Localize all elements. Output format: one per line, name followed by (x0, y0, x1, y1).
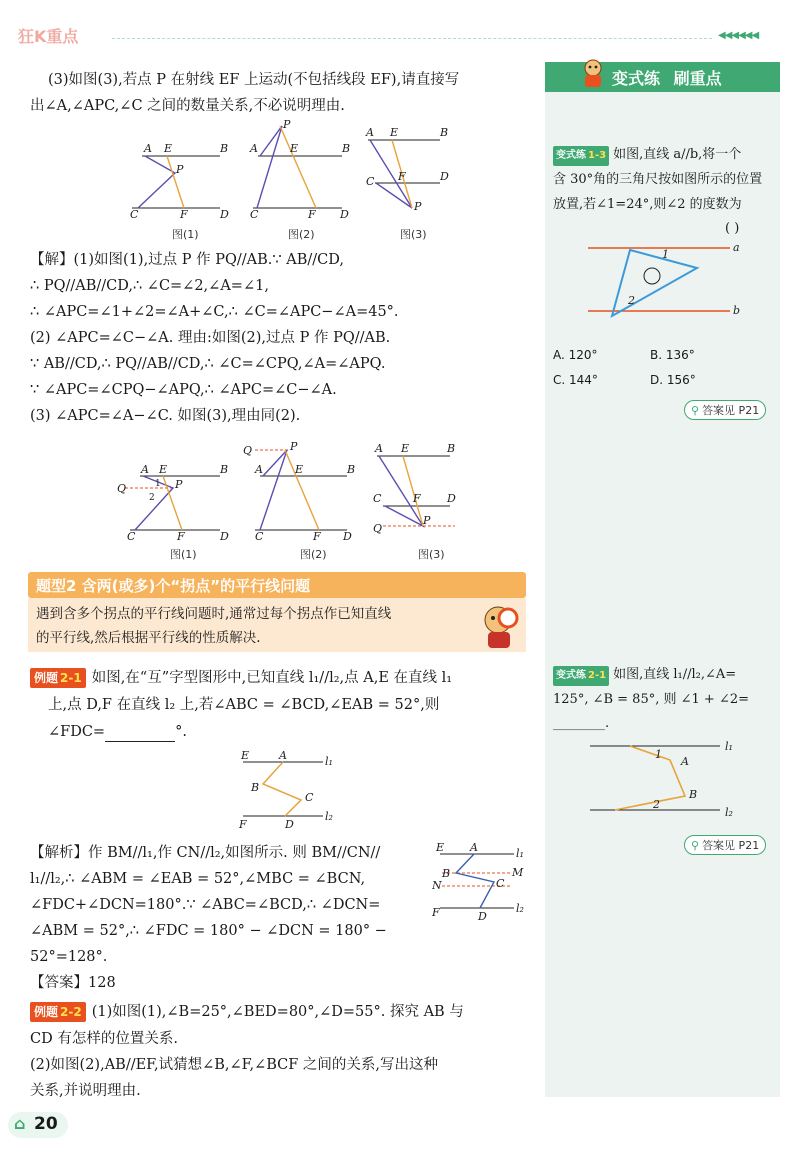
svg-text:C: C (250, 208, 259, 221)
sidebar-ex13-optD[interactable]: D. 156° (650, 373, 696, 387)
svg-text:2: 2 (653, 798, 660, 811)
svg-text:F: F (413, 492, 421, 505)
svg-text:l₂: l₂ (516, 902, 524, 915)
svg-text:D: D (285, 818, 294, 831)
type2-title: 题型2 含两(或多)个“拐点”的平行线问题 (36, 577, 311, 595)
sidebar-ex13-figure (580, 238, 750, 328)
caption-fig2: 图(2) (288, 228, 315, 241)
caption-fig3b: 图(3) (418, 548, 445, 561)
svg-text:B: B (220, 463, 229, 476)
svg-text:C: C (366, 175, 375, 188)
svg-text:B: B (689, 788, 698, 801)
ex22-line1: 例题 2-2 (1)如图(1),∠B=25°,∠BED=80°,∠D=55°. 探究 AB 与 (30, 1002, 464, 1022)
caption-fig2b: 图(2) (300, 548, 327, 561)
svg-text:A: A (366, 126, 374, 139)
header-logo: 狂K重点 (18, 27, 79, 46)
svg-text:C: C (127, 530, 136, 543)
svg-text:B: B (220, 142, 229, 155)
sidebar-ex13-paren: ( ) (725, 221, 740, 236)
solution-line6: ∵ ∠APC=∠CPQ−∠APQ,∴ ∠APC=∠C−∠A. (30, 382, 337, 398)
svg-text:B: B (347, 463, 356, 476)
svg-text:N: N (432, 879, 442, 892)
triangle-ruler (612, 250, 697, 316)
svg-text:A: A (279, 749, 287, 762)
svg-text:P: P (414, 200, 422, 213)
solution-line2: ∴ PQ//AB//CD,∴ ∠C=∠2,∠A=∠1, (30, 278, 269, 294)
svg-text:D: D (440, 170, 449, 183)
svg-text:E: E (436, 841, 445, 854)
caption-fig1: 图(1) (172, 228, 199, 241)
svg-text:F: F (180, 208, 188, 221)
svg-text:C: C (130, 208, 139, 221)
mascot-icon (580, 58, 606, 88)
svg-text:E: E (164, 142, 173, 155)
figure-row-2 (115, 438, 475, 563)
ex22-line4: 关系,并说明理由. (30, 1083, 141, 1099)
analysis-line3: ∠FDC+∠DCN=180°.∵ ∠ABC=∠BCD,∴ ∠DCN= (30, 897, 381, 913)
svg-text:2: 2 (149, 493, 155, 503)
svg-text:l₁: l₁ (516, 847, 524, 860)
svg-text:D: D (220, 208, 229, 221)
svg-text:Q: Q (117, 482, 127, 495)
svg-text:F: F (308, 208, 316, 221)
svg-text:P: P (283, 118, 291, 131)
compass-icon: ⌂ (14, 1114, 26, 1133)
page-number: 20 (34, 1114, 58, 1134)
svg-text:l₂: l₂ (725, 806, 733, 819)
svg-text:A: A (681, 755, 689, 768)
svg-text:D: D (220, 530, 229, 543)
sidebar-ex13-answer-link[interactable]: ⚲ 答案见 P21 (684, 400, 766, 420)
p3-line2: 出∠A,∠APC,∠C 之间的数量关系,不必说明理由. (30, 98, 345, 114)
header-arrows-icon: ◀◀◀◀◀◀ (718, 30, 759, 41)
svg-text:A: A (144, 142, 152, 155)
svg-text:A: A (141, 463, 149, 476)
svg-text:F: F (432, 906, 440, 919)
sidebar-ex13-line2: 含 30°角的三角尺按如图所示的位置 (553, 172, 763, 187)
ex21-line2: 上,点 D,F 在直线 l₂ 上,若∠ABC = ∠BCD,∠EAB = 52°,则 (48, 697, 440, 713)
svg-text:B: B (440, 126, 449, 139)
svg-text:E: E (159, 463, 168, 476)
sidebar-ex13-optC[interactable]: C. 144° (553, 373, 598, 387)
sidebar-ex13-optB[interactable]: B. 136° (650, 348, 695, 362)
svg-text:P: P (176, 163, 184, 176)
svg-text:P: P (423, 514, 431, 527)
pin-icon: ⚲ (691, 404, 700, 417)
ex21-answer-blank[interactable] (105, 727, 175, 742)
ex21-line1: 例题 2-1 如图,在“互”字型图形中,已知直线 l₁//l₂,点 A,E 在直线 l₁ (30, 668, 452, 688)
svg-text:P: P (175, 478, 183, 491)
caption-fig1b: 图(1) (170, 548, 197, 561)
svg-text:E: E (241, 749, 250, 762)
svg-text:l₂: l₂ (325, 810, 333, 823)
analysis-line1: 【解析】作 BM//l₁,作 CN//l₂,如图所示. 则 BM//CN// (30, 845, 381, 861)
analysis-line5: 52°=128°. (30, 949, 108, 965)
svg-text:E: E (295, 463, 304, 476)
svg-text:P: P (290, 440, 298, 453)
type2-desc2: 的平行线,然后根据平行线的性质解决. (36, 630, 261, 646)
svg-text:M: M (512, 866, 524, 879)
svg-text:D: D (478, 910, 487, 922)
svg-text:E: E (390, 126, 399, 139)
sidebar-title: 变式练 刷重点 (612, 69, 722, 88)
svg-text:F: F (398, 170, 406, 183)
caption-fig3: 图(3) (400, 228, 427, 241)
pin-icon: ⚲ (691, 839, 700, 852)
sidebar-ex13-line3: 放置,若∠1=24°,则∠2 的度数为 (553, 197, 742, 212)
ex21-tag: 例题 2-1 (30, 668, 86, 688)
label-angle-1: 1 (662, 248, 669, 261)
svg-text:1: 1 (655, 748, 662, 761)
svg-text:C: C (255, 530, 264, 543)
type2-desc1: 遇到含多个拐点的平行线问题时,通常过每个拐点作已知直线 (36, 606, 392, 622)
solution-line5: ∵ AB//CD,∴ PQ//AB//CD,∴ ∠C=∠CPQ,∠A=∠APQ. (30, 356, 386, 372)
svg-text:F: F (313, 530, 321, 543)
svg-text:D: D (343, 530, 352, 543)
svg-text:B: B (342, 142, 351, 155)
svg-text:D: D (447, 492, 456, 505)
svg-text:B: B (447, 442, 456, 455)
svg-text:C: C (305, 791, 314, 804)
answer-line: 【答案】128 (30, 975, 116, 991)
solution-line4: (2) ∠APC=∠C−∠A. 理由:如图(2),过点 P 作 PQ//AB. (30, 330, 391, 346)
svg-text:A: A (470, 841, 478, 854)
svg-text:Q: Q (373, 522, 383, 535)
svg-text:A: A (250, 142, 258, 155)
header-rule (112, 38, 712, 39)
sidebar-ex21-answer-link[interactable]: ⚲ 答案见 P21 (684, 835, 766, 855)
figure-row-1 (120, 118, 470, 243)
ex21-line3: ∠FDC= °. (48, 724, 187, 740)
svg-text:A: A (375, 442, 383, 455)
sidebar-ex21-line3: ________. (553, 716, 610, 731)
svg-text:B: B (442, 867, 451, 880)
ex21-figure (235, 748, 365, 832)
svg-text:1: 1 (155, 479, 161, 489)
ex22-line3: (2)如图(2),AB//EF,试猜想∠B,∠F,∠BCF 之间的关系,写出这种 (30, 1057, 439, 1073)
p3-line1: (3)如图(3),若点 P 在射线 EF 上运动(不包括线段 EF),请直接写 (48, 72, 460, 88)
svg-text:D: D (340, 208, 349, 221)
ex22-tag: 例题 2-2 (30, 1002, 86, 1022)
sidebar-ex13-tag: 变式练 1-3 (553, 146, 609, 166)
analysis-line2: l₁//l₂,∴ ∠ABM = ∠EAB = 52°,∠MBC = ∠BCN, (30, 871, 366, 887)
detective-mascot-icon (478, 600, 522, 650)
analysis-line4: ∠ABM = 52°,∴ ∠FDC = 180° − ∠DCN = 180° − (30, 923, 387, 939)
sidebar-ex13-optA[interactable]: A. 120° (553, 348, 598, 362)
label-a: a (733, 241, 740, 254)
sidebar-ex13-line1: 变式练 1-3 如图,直线 a//b,将一个 (553, 145, 741, 166)
label-b: b (733, 304, 741, 317)
svg-text:B: B (251, 781, 260, 794)
solution-line1: 【解】(1)如图(1),过点 P 作 PQ//AB.∵ AB//CD, (30, 252, 344, 268)
ex22-line2: CD 有怎样的位置关系. (30, 1031, 178, 1047)
solution-line3: ∴ ∠APC=∠1+∠2=∠A+∠C,∴ ∠C=∠APC−∠A=45°. (30, 304, 399, 320)
svg-text:C: C (373, 492, 382, 505)
analysis-figure (432, 840, 532, 922)
label-angle-2: 2 (628, 294, 635, 307)
sidebar-ex21-line2: 125°, ∠B = 85°, 则 ∠1 + ∠2= (553, 692, 749, 707)
svg-text:l₁: l₁ (725, 740, 733, 753)
svg-text:F: F (177, 530, 185, 543)
ruler-hole (644, 268, 660, 284)
svg-text:E: E (401, 442, 410, 455)
sidebar-panel (545, 62, 780, 1097)
svg-text:l₁: l₁ (325, 755, 333, 768)
svg-text:C: C (496, 877, 505, 890)
svg-text:F: F (239, 818, 247, 831)
svg-text:E: E (290, 142, 299, 155)
svg-text:A: A (255, 463, 263, 476)
sidebar-ex21-line1: 变式练 2-1 如图,直线 l₁//l₂,∠A= (553, 665, 736, 686)
svg-text:Q: Q (243, 444, 253, 457)
solution-line7: (3) ∠APC=∠A−∠C. 如图(3),理由同(2). (30, 408, 301, 424)
sidebar-ex21-figure (585, 738, 755, 828)
sidebar-ex21-tag: 变式练 2-1 (553, 666, 609, 686)
